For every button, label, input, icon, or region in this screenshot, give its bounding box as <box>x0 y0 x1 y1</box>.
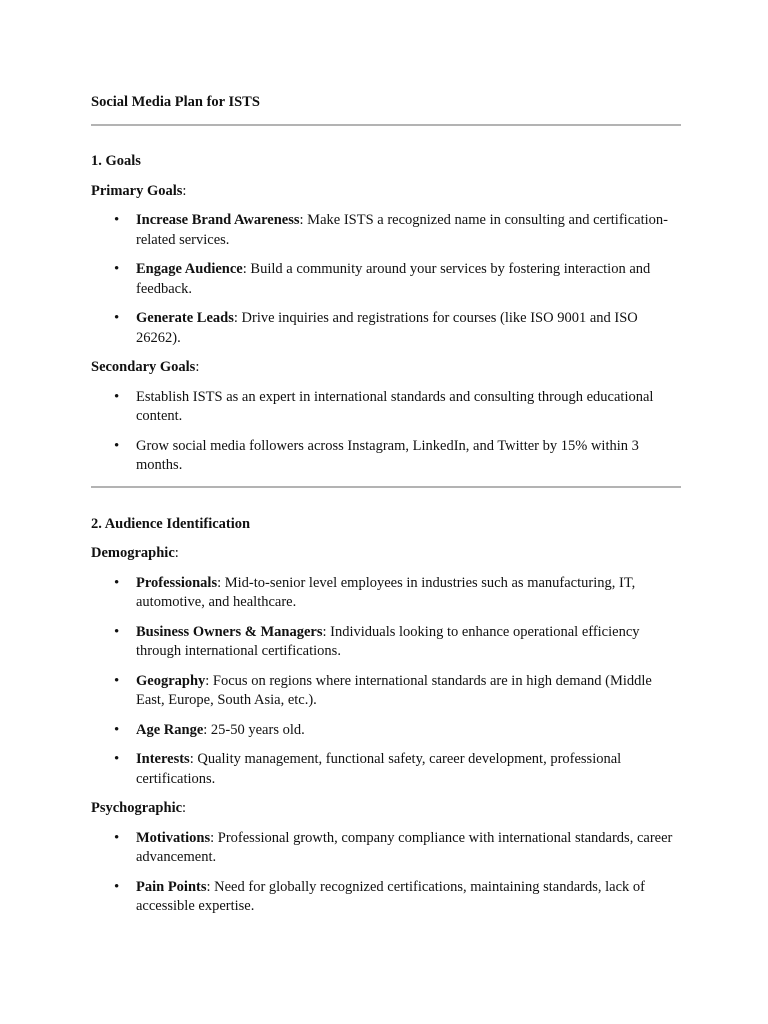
demographic-list <box>91 574 681 790</box>
list-item: • Establish ISTS as an expert in international standards and consulting through educational content. <box>136 388 681 427</box>
subheading-psychographic: Psychographic: <box>91 800 187 816</box>
divider <box>91 486 681 488</box>
subheading-primary-goals: Primary Goals: <box>91 182 187 199</box>
list-item: • Motivations: Professional growth, company compliance with international standards, career advancement. <box>136 829 681 868</box>
divider <box>91 124 681 126</box>
list-item: • Pain Points: Need for globally recognized certifications, maintaining standards, lack of accessible expertise. <box>136 878 681 917</box>
primary-goals-list <box>91 211 681 348</box>
section-goals <box>91 152 681 476</box>
secondary-goals-list <box>91 388 681 476</box>
document-title: Social Media Plan for ISTS <box>91 94 260 110</box>
list-item: • Interests: Quality management, functional safety, career development, professional certifications. <box>136 750 681 789</box>
list-item: • Business Owners & Managers: Individuals looking to enhance operational efficiency through international certifications. <box>136 623 681 662</box>
subheading-demographic: Demographic: <box>91 545 179 561</box>
subheading-secondary-goals: Secondary Goals: <box>91 359 200 375</box>
psychographic-list <box>91 829 681 917</box>
list-item: • Grow social media followers across Instagram, LinkedIn, and Twitter by 15% within 3 months. <box>136 437 681 476</box>
list-item: • Engage Audience: Build a community around your services by fostering interaction and feedback. <box>136 260 681 299</box>
list-item: • Generate Leads: Drive inquiries and registrations for courses (like ISO 9001 and ISO 26262). <box>136 309 681 348</box>
list-item: • Age Range: 25-50 years old. <box>136 721 681 741</box>
list-item: • Increase Brand Awareness: Make ISTS a recognized name in consulting and certification-related services. <box>136 211 681 250</box>
section-heading: 2. Audience Identification <box>91 515 251 532</box>
list-item: • Geography: Focus on regions where international standards are in high demand (Middle East, Europe, South Asia, etc.). <box>136 672 681 711</box>
section-heading: 1. Goals <box>91 153 141 169</box>
list-item: • Professionals: Mid-to-senior level employees in industries such as manufacturing, IT, automotive, and healthcare. <box>136 574 681 613</box>
document-body <box>91 93 681 917</box>
section-audience-identification <box>91 515 681 917</box>
